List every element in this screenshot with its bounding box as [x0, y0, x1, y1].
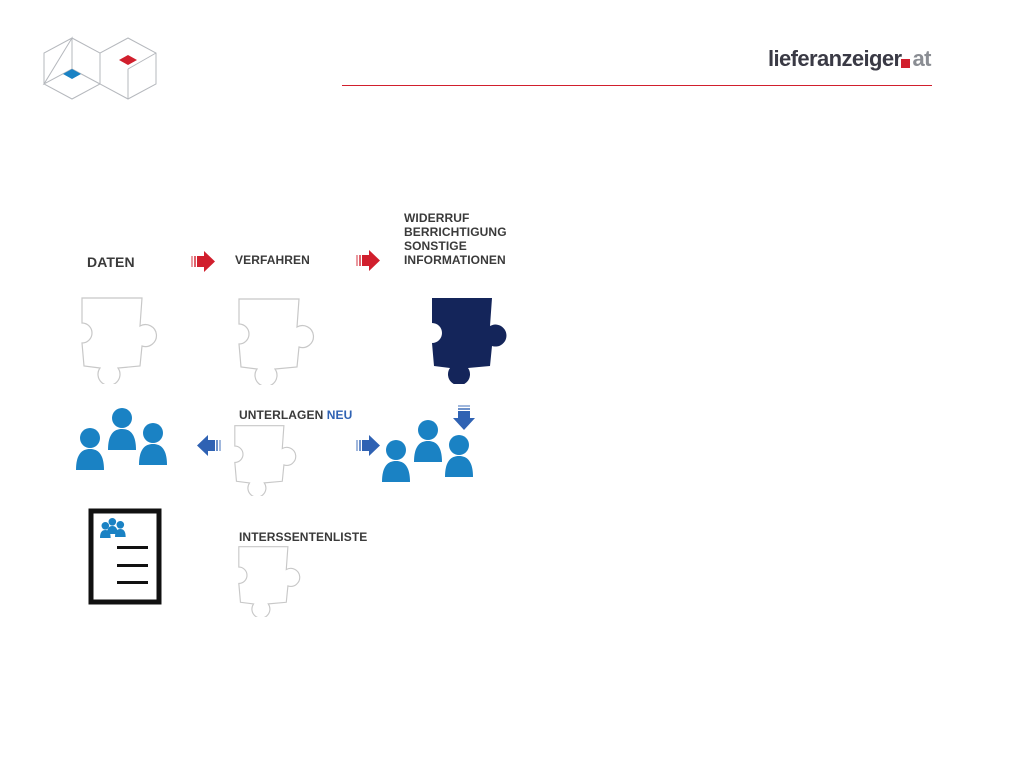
people-group-icon — [382, 420, 476, 484]
step-final-line-1: WIDERRUF — [404, 211, 470, 225]
interessentenliste-label: INTERSSENTENLISTE — [239, 530, 368, 544]
people-group-icon — [76, 408, 170, 472]
step-daten-label: DATEN — [87, 254, 135, 270]
hexagon-logo-icon — [42, 36, 158, 102]
brand-square-icon — [901, 59, 910, 68]
arrow-right-icon — [356, 250, 381, 271]
unterlagen-new-badge: NEU — [326, 408, 353, 422]
puzzle-piece-icon — [237, 545, 311, 617]
arrow-right-icon — [191, 251, 216, 272]
unterlagen-text: UNTERLAGEN — [239, 408, 324, 422]
arrow-right-icon — [356, 435, 381, 456]
step-final-line-4: INFORMATIONEN — [404, 253, 506, 267]
step-final-label — [404, 211, 507, 267]
brand-domain: at — [912, 46, 931, 71]
document-list-icon — [88, 508, 162, 605]
step-final-line-2: BERRICHTIGUNG — [404, 225, 507, 239]
step-final-line-3: SONSTIGE — [404, 239, 467, 253]
header-divider — [342, 85, 932, 86]
puzzle-piece-icon — [237, 297, 327, 385]
arrow-left-icon — [196, 435, 221, 456]
step-verfahren-label: VERFAHREN — [235, 253, 310, 267]
puzzle-piece-icon — [233, 424, 307, 496]
unterlagen-label — [239, 408, 352, 422]
brand-logo — [768, 46, 931, 72]
puzzle-piece-icon — [80, 296, 170, 384]
brand-name: lieferanzeiger — [768, 46, 902, 71]
puzzle-piece-icon — [430, 296, 522, 384]
